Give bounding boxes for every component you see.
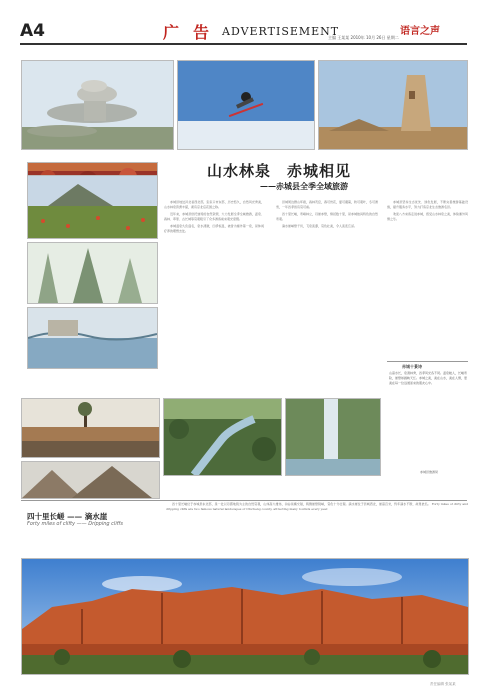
article-paragraph: 滴水崖峭壁千仞，飞泉流瀑，景色壮美，令人流连忘返。	[282, 224, 358, 228]
photo-red-cliff-panorama	[21, 558, 469, 675]
article-paragraph: 赤城县地处河北省西北部，张家口市东部，历史悠久，自然风光秀美，山水林泉资源丰富，素有京北后花园之称。	[164, 200, 264, 209]
photo-hot-spring-pool	[27, 307, 158, 369]
bottom-title: 四十里长嵯 —— 滴水崖	[27, 512, 108, 521]
feature-subhead: ——赤城县全季全域旅游	[260, 181, 348, 191]
photo-canyon-village	[21, 398, 160, 458]
bottom-title-en: Forty miles of clifty —— Dripping cliffs	[27, 521, 123, 527]
bottom-caption	[166, 502, 468, 546]
page-number: A4	[20, 21, 45, 41]
photo-rocky-valley	[21, 461, 160, 499]
photo-waterfall	[285, 398, 381, 476]
article-paragraph: 四十里长嵯，奇峰林立，丹崖赤壁，绵延数十里，是赤城独具特色的自然奇观。	[276, 212, 378, 221]
masthead-logo: 语言之声	[400, 26, 440, 37]
photo-rock-formation	[21, 60, 174, 150]
article-paragraph: 近年来，赤城县依托独特的自然资源，大力发展全季全域旅游，温泉、森林、草原、古长城等景观吸引了众多游客前来观光度假。	[164, 212, 264, 221]
article-column-3	[387, 200, 468, 356]
quote-title: 赤城十景诗	[402, 364, 422, 369]
article-paragraph: 赤城县坚持生态优先、绿色发展，不断完善旅游基础设施，提升服务水平，努力打造京北生态旅游名县。	[387, 200, 468, 209]
photo-flower-meadow	[27, 175, 158, 239]
quote-signature: 赤城县旅游局	[420, 470, 439, 474]
feature-headline: 山水林泉 赤城相见	[207, 162, 352, 180]
quote-text: 山高水长，泉清林秀，四季风光各不同。温泉暖人，长嵯奇险，崖壁如画映天红。赤城之美，美在山水，美在人情，更美在每一位远道而来的朋友心中。	[389, 371, 468, 385]
article-column-2	[276, 200, 378, 384]
page-footer: 责任编辑 张某某	[430, 682, 456, 686]
section-title-en: ADVERTISEMENT	[222, 25, 340, 38]
article-column-1	[164, 200, 264, 384]
photo-frosted-trees	[27, 242, 158, 304]
section-title: 广告	[163, 23, 224, 42]
article-paragraph: 赤城温泉久负盛名，泉水清澈，四季恒温，被誉为塞外第一泉，是休闲疗养的理想去处。	[164, 224, 264, 233]
section-divider	[21, 500, 467, 501]
article-paragraph: 县城周边群山环抱，森林茂密，春可赏花，夏可避暑，秋可观叶，冬可滑雪，一年四季皆有景可看。	[276, 200, 378, 209]
header-rule	[20, 43, 467, 45]
bottom-caption-text: 四十里长嵯位于赤城县东北部，是一处以丹霞地貌为主的自然景观，山体高大雄伟，沟谷纵横交错，两侧崖壁陡峭，景色十分壮观。滴水崖位于县城西北，崖高百米，终年滴水不断，故得此名。 Forty miles of clifty and dripping cliffs are two famous natural landscapes of Chicheng county, attracting many tourists every year.	[166, 502, 468, 511]
article-paragraph: 欢迎八方来客走进赤城，感受山水林泉之美，体验塞外风情之乐。	[387, 212, 468, 221]
photo-forest-stream	[163, 398, 282, 476]
photo-ancient-tower	[318, 60, 468, 150]
photo-skier	[177, 60, 315, 150]
header-info-line: 主编 王某某 2010年 10月 26日 星期二	[328, 35, 399, 40]
